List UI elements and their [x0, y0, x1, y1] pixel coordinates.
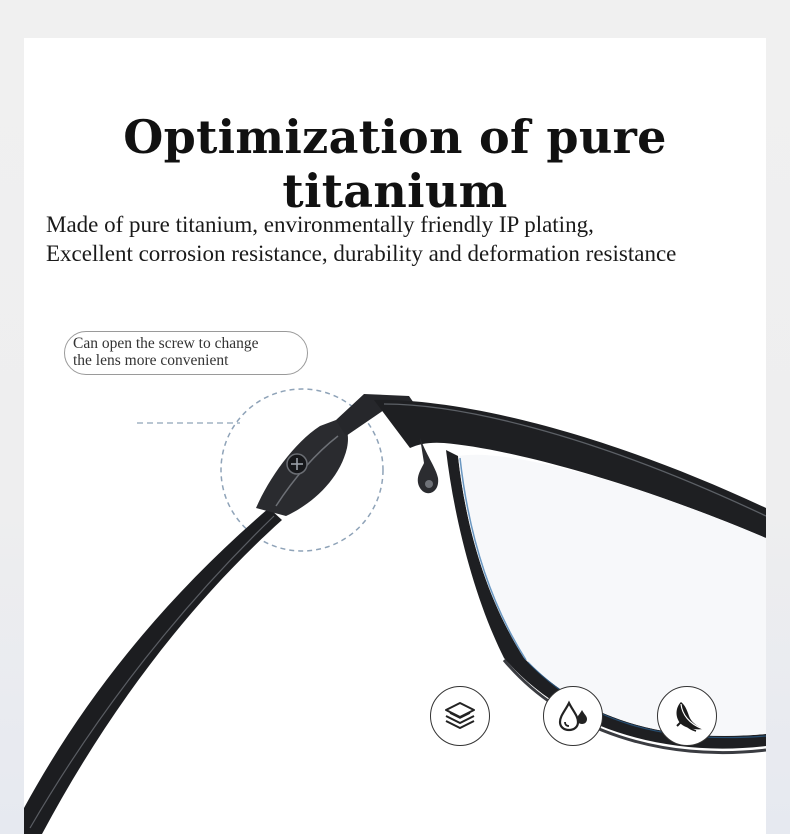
water-drops-icon [554, 697, 592, 735]
page-title: Optimization of pure titanium [123, 110, 667, 218]
layers-icon [442, 698, 478, 734]
screw-callout [64, 331, 308, 375]
description-line-2: Excellent corrosion resistance, durability and deformation resistance [46, 241, 677, 266]
feather-icon [667, 696, 707, 736]
feature-layers [430, 686, 490, 746]
feature-water [543, 686, 603, 746]
screw-icon [287, 454, 307, 474]
product-card [24, 38, 766, 834]
callout-line-1: Can open the screw to change [73, 335, 259, 352]
temple-arm [24, 508, 282, 834]
description [46, 210, 766, 268]
callout-line-2: the lens more convenient [73, 352, 229, 369]
feature-feather [657, 686, 717, 746]
description-line-1: Made of pure titanium, environmentally friendly IP plating, [46, 212, 594, 237]
